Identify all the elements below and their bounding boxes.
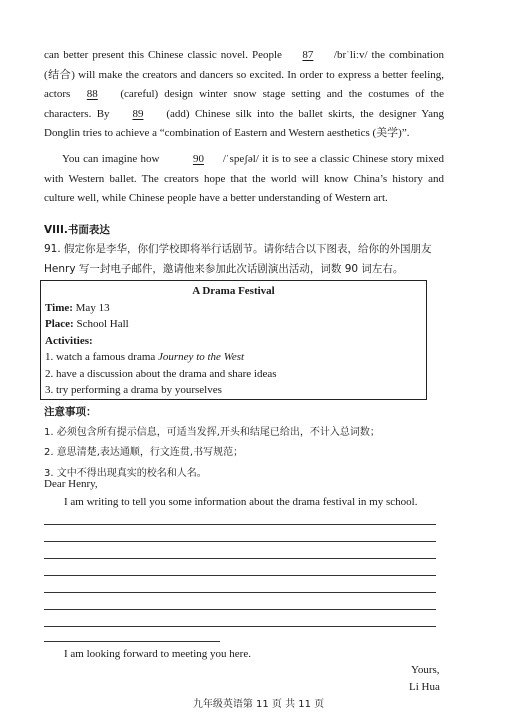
passage-text: can better present this Chinese classic novel. People [44, 49, 286, 61]
drama-title: Journey to the West [158, 351, 245, 363]
writing-line[interactable] [44, 609, 436, 610]
writing-line[interactable] [44, 558, 436, 559]
answer-blank-88[interactable]: 88 [86, 88, 98, 100]
letter-signature: Li Hua [409, 681, 440, 693]
writing-task-prompt: 91. 假定你是李华，你们学校即将举行话剧节。请你结合以下图表，给你的外国朋友 Henry 写一封电子邮件，邀请他来参加此次话剧演出活动，词数 90 词左右。 [44, 243, 432, 275]
note-item-3: 3. 文中不得出现真实的校名和人名。 [44, 467, 207, 479]
passage-text: You can imagine how [62, 153, 160, 165]
activity-item-3: 3. try performing a drama by yourselves [45, 384, 222, 396]
notes-title: 注意事项： [44, 406, 97, 418]
writing-line[interactable] [44, 575, 436, 576]
time-label: Time: [45, 301, 73, 314]
box-place-row [45, 316, 422, 333]
note-item-2: 2. 意思清楚,表达通顺，行文连贯,书写规范； [44, 447, 244, 458]
writing-line-short[interactable] [44, 641, 220, 642]
time-value: May 13 [72, 301, 110, 314]
passage-text: /ˈspeʃəl/ it is to see a classic Chinese story mixed with Western ballet. The creators hope that the world will know China’s history and culture well, while Chinese people have a better understanding of Western art. [44, 153, 445, 204]
answer-blank-90[interactable]: 90 [192, 153, 204, 165]
letter-signoff: Yours, [411, 664, 440, 676]
activity-text: 1. watch a famous drama [45, 351, 159, 363]
letter-greeting: Dear Henry, [44, 478, 98, 490]
passage-text: (add) Chinese silk into the ballet skirts, the designer Yang Donglin tries to achieve a “combination of Eastern and Western aesthetics (美学)”. [44, 107, 444, 139]
section-title: VIII.书面表达 [44, 224, 110, 236]
answer-blank-87[interactable]: 87 [302, 49, 314, 61]
activity-item-1 [45, 349, 422, 366]
activity-item-2: 2. have a discussion about the drama and share ideas [45, 367, 277, 380]
letter-closing: I am looking forward to meeting you here. [64, 648, 251, 660]
box-time-row [45, 300, 422, 317]
writing-line[interactable] [44, 524, 436, 525]
box-title: A Drama Festival [192, 285, 275, 297]
writing-line[interactable] [44, 592, 436, 593]
note-item-1: 1. 必须包含所有提示信息，可适当发挥,开头和结尾已给出，不计入总词数； [44, 426, 380, 438]
drama-festival-box [40, 280, 427, 400]
letter-opening: I am writing to tell you some information about the drama festival in my school. [64, 496, 418, 508]
place-value: School Hall [73, 318, 129, 330]
passage-text: /brˈliːv/ the combination (结合) will make the creators and dancers so excited. In order to express a better feeling, actors [44, 49, 444, 100]
answer-blank-89[interactable]: 89 [132, 107, 144, 120]
writing-line[interactable] [44, 541, 436, 542]
activities-label: Activities: [45, 334, 93, 347]
writing-line[interactable] [44, 626, 436, 627]
place-label: Place: [45, 318, 74, 330]
passage-paragraph-1 [44, 46, 444, 144]
passage-paragraph-2 [44, 150, 444, 209]
passage-text: (careful) design winter snow stage setting and the costumes of the characters. By [44, 88, 444, 120]
page-footer: 九年级英语第 11 页 共 11 页 [192, 699, 325, 710]
notes-section [44, 402, 464, 484]
